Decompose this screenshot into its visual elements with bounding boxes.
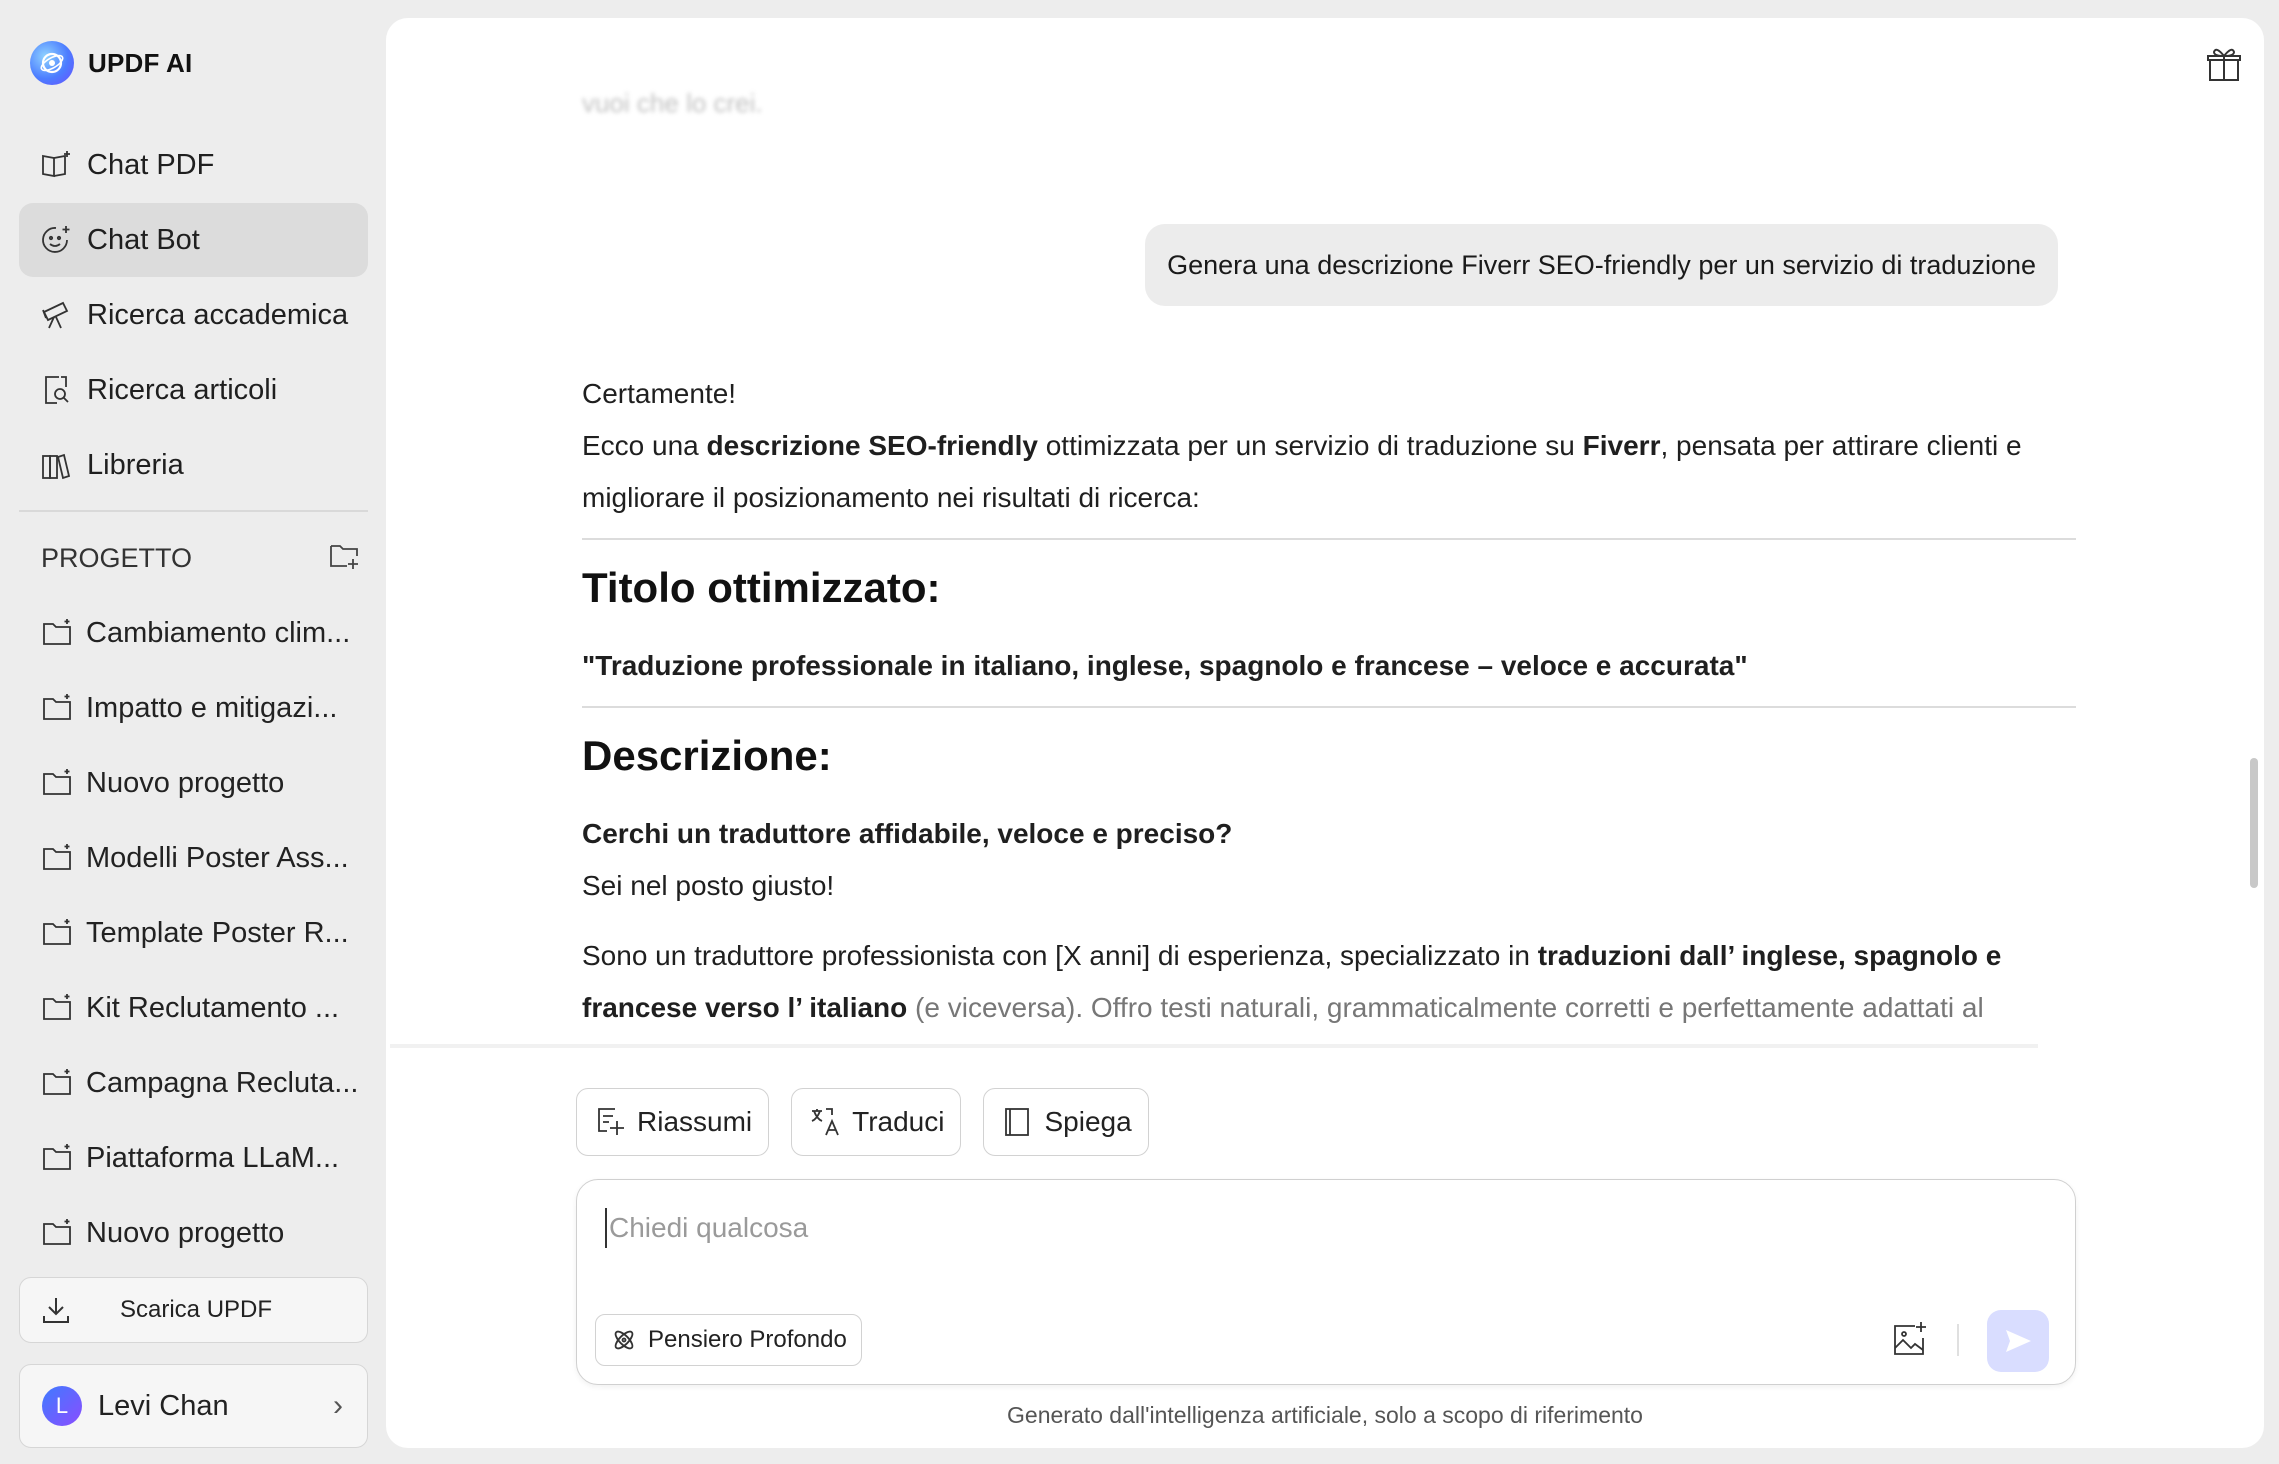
scrollbar[interactable] — [2250, 758, 2258, 888]
send-icon — [2003, 1326, 2033, 1356]
project-label: Impatto e mitigazi... — [86, 691, 338, 724]
qa-label: Spiega — [1044, 1106, 1132, 1137]
project-item[interactable] — [40, 905, 360, 961]
folder-icon — [40, 841, 74, 875]
download-icon — [40, 1294, 72, 1326]
message-input[interactable] — [605, 1208, 1805, 1248]
projects-heading: PROGETTO — [41, 542, 193, 573]
user-profile-button[interactable] — [19, 1364, 368, 1448]
qa-label: Riassumi — [637, 1106, 753, 1137]
library-icon — [39, 448, 73, 482]
spacer — [582, 912, 2076, 930]
send-button[interactable] — [1987, 1310, 2049, 1372]
answer-line: Sei nel posto giusto! — [582, 870, 835, 901]
scroll-fade-line — [390, 1044, 2038, 1048]
avatar: L — [42, 1386, 82, 1426]
chevron-right-icon: › — [333, 1389, 343, 1422]
ai-disclaimer: Generato dall'intelligenza artificiale, solo a scopo di riferimento — [1007, 1402, 1643, 1428]
download-label: Scarica UPDF — [120, 1296, 273, 1323]
document-search-icon — [39, 373, 73, 407]
project-item[interactable] — [40, 1130, 360, 1186]
separator — [1957, 1324, 1959, 1356]
download-updf-button[interactable] — [19, 1277, 368, 1343]
chat-panel — [386, 18, 2264, 1448]
brand[interactable] — [30, 40, 192, 86]
bold-text: Fiverr — [1582, 430, 1661, 461]
heading-title: Titolo ottimizzato: — [582, 564, 941, 611]
project-label: Nuovo progetto — [86, 766, 285, 799]
divider — [582, 706, 2076, 708]
nav-item-chat-pdf[interactable] — [19, 128, 368, 202]
sidebar — [0, 0, 386, 1464]
summarize-button[interactable] — [576, 1088, 769, 1156]
text: ottimizzata per un servizio di traduzione su — [1037, 430, 1583, 461]
qa-label: Traduci — [852, 1106, 945, 1137]
project-item[interactable] — [40, 980, 360, 1036]
nav-item-ricerca-articoli[interactable] — [19, 353, 368, 427]
folder-icon — [40, 1066, 74, 1100]
projects-header — [41, 536, 361, 580]
nav-label: Ricerca articoli — [87, 373, 278, 406]
sidebar-divider — [19, 510, 368, 512]
project-label: Modelli Poster Ass... — [86, 841, 349, 874]
translate-button[interactable] — [791, 1088, 961, 1156]
image-upload-icon[interactable] — [1889, 1320, 1929, 1360]
text: (e viceversa). Offro testi naturali, grammaticalmente corretti e perfettamente adattati al — [907, 992, 1984, 1023]
folder-icon — [40, 1141, 74, 1175]
project-label: Campagna Recluta... — [86, 1066, 359, 1099]
folder-icon — [40, 616, 74, 650]
project-item[interactable] — [40, 1205, 360, 1261]
bold-text: Cerchi un traduttore affidabile, veloce e preciso? — [582, 818, 1233, 849]
project-item[interactable] — [40, 755, 360, 811]
explain-button[interactable] — [983, 1088, 1148, 1156]
answer-intro: Certamente! — [582, 378, 737, 409]
translate-icon — [808, 1105, 842, 1139]
text: , pensata per attirare clienti e migliorare il posizionamento nei risultati di ricerca: — [582, 430, 2022, 513]
project-label: Template Poster R... — [86, 916, 349, 949]
folder-icon — [40, 991, 74, 1025]
quick-actions — [576, 1088, 1149, 1156]
assistant-answer — [582, 368, 2076, 1034]
text: Ecco una — [582, 430, 707, 461]
project-item[interactable] — [40, 680, 360, 736]
folder-icon — [40, 916, 74, 950]
project-item[interactable] — [40, 605, 360, 661]
title-quote: "Traduzione professionale in italiano, inglese, spagnolo e francese – veloce e accurata" — [582, 650, 1748, 681]
divider — [582, 538, 2076, 540]
deep-thinking-label: Pensiero Profondo — [648, 1326, 847, 1353]
deep-thinking-button[interactable] — [595, 1314, 862, 1366]
project-label: Kit Reclutamento ... — [86, 991, 340, 1024]
faded-previous-text: vuoi che lo crei. — [582, 88, 763, 118]
updf-logo-icon — [30, 41, 74, 85]
answer-paragraph-2 — [582, 930, 2076, 1034]
bold-text: descrizione SEO-friendly — [706, 430, 1038, 461]
brand-name: UPDF AI — [88, 47, 193, 78]
book-icon — [1000, 1105, 1034, 1139]
heading-description: Descrizione: — [582, 732, 832, 779]
nav-item-chat-bot[interactable] — [19, 203, 368, 277]
project-item[interactable] — [40, 1055, 360, 1111]
book-sparkle-icon — [39, 148, 73, 182]
answer-paragraph-1 — [582, 420, 2076, 524]
question-bold — [582, 808, 2076, 860]
nav-label: Chat PDF — [87, 148, 215, 181]
user-name: Levi Chan — [98, 1389, 229, 1422]
gift-icon[interactable] — [2204, 44, 2244, 84]
project-item[interactable] — [40, 830, 360, 886]
project-label: Piattaforma LLaM... — [86, 1141, 340, 1174]
summary-sparkle-icon — [593, 1105, 627, 1139]
folder-icon — [40, 1216, 74, 1250]
nav-item-libreria[interactable] — [19, 428, 368, 502]
project-label: Cambiamento clim... — [86, 616, 351, 649]
nav-label: Libreria — [87, 448, 184, 481]
smiley-sparkle-icon — [39, 223, 73, 257]
nav-label: Ricerca accademica — [87, 298, 349, 331]
folder-icon — [40, 691, 74, 725]
bold-text: traduzioni dall’ inglese, spagnolo e francese verso l’ italiano — [582, 940, 2002, 1023]
scroll-fade — [386, 1028, 2264, 1088]
text: Sono un traduttore professionista con [X anni] di esperienza, specializzato in — [582, 940, 1538, 971]
nav-label: Chat Bot — [87, 223, 200, 256]
folder-icon — [40, 766, 74, 800]
telescope-icon — [39, 298, 73, 332]
project-label: Nuovo progetto — [86, 1216, 285, 1249]
nav-item-ricerca-accademica[interactable] — [19, 278, 368, 352]
user-message: Genera una descrizione Fiverr SEO-friendly per un servizio di traduzione — [1145, 224, 2058, 306]
atom-icon — [610, 1326, 638, 1354]
message-composer — [576, 1179, 2076, 1385]
new-folder-icon[interactable] — [327, 538, 361, 579]
